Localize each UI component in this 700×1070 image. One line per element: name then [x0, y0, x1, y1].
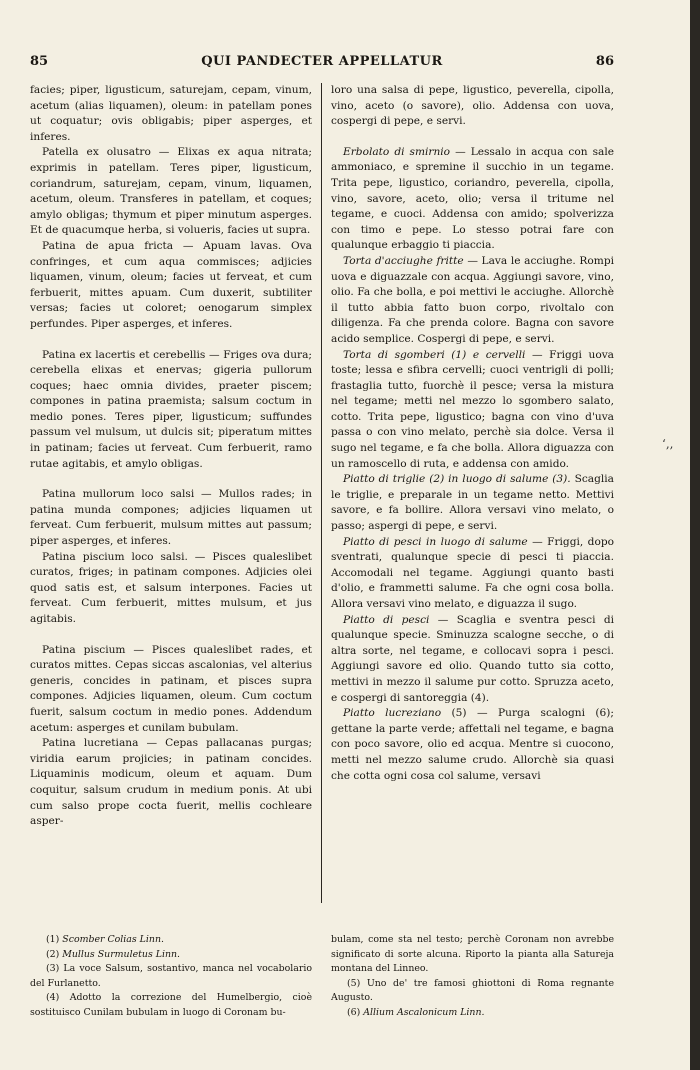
latin-paragraph: Patina ex lacertis et cerebellis — Friges ova dura; cerebella elixas et enervas; gigeria pullorum coques; haec omnia divides, praeter piscem; compones in patina praemista; salsum coctum in medio pones. Teres piper, ligusticum; suffundes passum vel mulsum, ut dulcis sit; piperatum mittes in patinam; facies ut ferveat. Cum ferbuerit, ramo rutae agitabis, et amylo obligas. — [30, 348, 312, 470]
recipe-title: Piatto di pesci — [343, 613, 430, 626]
recipe-text: — Scaglia e sventra pesci di qualunque specie. Sminuzza scalogne secche, o di altra sorte, nel tegame, e collocavi sopra i pesci. Aggiungi savore ed olio. Quando tutto sia cotto, mettivi in mezzo il salume pur cotto. Spruzza aceto, e cospergi di santoreggia (4). — [331, 613, 615, 704]
recipe-text: Scaglia le triglie, e preparale in un tegame netto. Mettivi savore, e fa bollire. Allora versavi vino melato, o passo; aspergi di pepe, e servi. — [331, 473, 614, 533]
footnote-text: Allium Ascalonicum Linn. — [363, 1006, 485, 1018]
footnotes-right — [331, 933, 614, 1021]
footnote-text: Scomber Colias Linn. — [62, 934, 164, 945]
italian-paragraph: loro una salsa di pepe, ligustico, peverella, cipolla, vino, aceto (o savore), olio. Addensa con uova, cospergi di pepe, e servi. — [331, 84, 614, 128]
italian-paragraph — [331, 472, 614, 534]
footnote: (5) Uno de' tre famosi ghiottoni di Roma regnante Augusto. — [331, 977, 614, 1004]
italian-paragraph — [331, 706, 614, 784]
italian-paragraph — [331, 348, 614, 473]
italian-paragraph — [331, 254, 614, 348]
recipe-title: Piatto di triglie (2) in luogo di salume (3). — [343, 473, 571, 486]
footnote — [30, 933, 312, 948]
recipe-title: Torta d'acciughe fritte — [343, 254, 464, 267]
footnote-number: (2) — [46, 948, 63, 960]
column-divider — [321, 83, 322, 903]
italian-paragraph — [331, 145, 614, 254]
footnote-number: (1) — [46, 934, 63, 945]
left-page-number: 85 — [30, 54, 49, 69]
pencil-margin-mark: ʻ,, — [662, 437, 674, 451]
running-header — [30, 54, 614, 76]
recipe-text: — Friggi uova toste; lessa e sfibra cervelli; cuoci ventrigli di polli; frastaglia tutto, fuorchè il pesce; versa la mistura nel tegame; metti nel mezzo lo sgombero salato, cotto. Trita pepe, ligustico; bagna con vino d'uva passa o con vino melato, perchè sia dolce. Versa il sugo nel tegame, e fa che bolla. Allora diguazza con un ramoscello di ruta, e addensa con amido. — [331, 348, 615, 470]
recipe-text: — Friggi, dopo sventrati, qualunque specie di pesci ti piaccia. Accomodali nel tegame. Aggiungi quanto basti d'olio, e frammetti salume. Fa che ogni cosa bolla. Allora versavi vino melato, e diguazza il sugo. — [331, 535, 614, 610]
recipe-title: Piatto di pesci in luogo di salume — [343, 535, 528, 548]
latin-paragraph: Patina mullorum loco salsi — Mullos rades; in patina munda compones; adjicies liquamen ut ferveat. Cum ferbuerit, mulsum mittes aut passum; piper asperges, et inferes. — [30, 488, 312, 548]
footnote: (3) La voce Salsum, sostantivo, manca nel vocabolario del Furlanetto. — [30, 963, 312, 989]
footnote — [331, 1006, 614, 1021]
recipe-title: Torta di sgomberi (1) e cervelli — [343, 348, 526, 361]
recipe-title: Piatto lucreziano — [343, 707, 442, 720]
latin-paragraph: Patina lucretiana — Cepas pallacanas purgas; viridia earum projicies; in patinam concides. Liquaminis modicum, oleum et aquam. Dum coquitur, salsum crudum in medium ponis. At ubi cum salso prope cocta fuerit, mellis cochleare asper- — [30, 737, 312, 828]
italian-column — [331, 83, 614, 784]
footnote: (4) Adotto la correzione del Humelbergio, cioè sostituisco Cunilam bubulam in luogo di Coronam bu- — [30, 992, 312, 1018]
recipe-title: Erbolato di smirnio — [343, 145, 451, 158]
recipe-text: — Lessalo in acqua con sale ammoniaco, e spremine il succhio in un tegame. Trita pepe, ligustico, coriandro, peverella, cipolla, vino, savore, aceto, olio; versa il tritume nel tegame, e cuoci. Addensa con amido; spolverizza con timo e pepe. Lo stesso potrai fare con qualunque erbaggio ti piaccia. — [331, 145, 614, 252]
footnote-number: (6) — [347, 1006, 364, 1018]
footnote-continued: bulam, come sta nel testo; perchè Coronam non avrebbe significato di sorte alcuna. Riporto la pianta alla Satureja montana del Linneo. — [331, 934, 614, 975]
latin-paragraph: Patina piscium — Pisces qualeslibet rades, et curatos mittes. Cepas siccas ascalonias, vel alterius generis, concides in patinam, et pisces supra compones. Adjicies liquamen, oleum. Cum coctum fuerit, salsum coctum in medio pones. Addendum acetum: asperges et cunilam bubulam. — [30, 643, 312, 734]
italian-paragraph — [331, 535, 614, 613]
recipe-text: — Lava le acciughe. Rompi uova e diguazzale con acqua. Aggiungi savore, vino, olio. Fa che bolla, e poi mettivi le acciughe. Allorchè il tutto abbia fatto buon corpo, rivoltalo con diligenza. Fa che prenda colore. Bagna con savore acido semplice. Cospergi di pepe, e servi. — [331, 254, 614, 345]
italian-paragraph — [331, 613, 614, 707]
page-edge-shadow — [690, 0, 700, 1070]
footnotes-left — [30, 933, 312, 1021]
latin-column — [30, 83, 312, 830]
footnote — [30, 948, 312, 963]
latin-paragraph: Patina piscium loco salsi. — Pisces qualeslibet curatos, friges; in patinam compones. Adjicies olei quod satis est, et salsum interpones. Facies ut ferveat. Cum ferbuerit, mittes mulsum, et jus agitabis. — [30, 550, 312, 625]
running-title: QUI PANDECTER APPELLATUR — [201, 54, 443, 69]
latin-paragraph: Patina de apua fricta — Apuam lavas. Ova confringes, et cum aqua commisces; adjicies liquamen, vinum, oleum; facies ut ferveat, et cum ferbuerit, mittes apuam. Cum duxerit, subtiliter versas; facies ut coloret; oenogarum simplex perfundes. Piper asperges, et inferes. — [30, 239, 312, 330]
latin-paragraph: facies; piper, ligusticum, saturejam, cepam, vinum, acetum (alias liquamen), oleum: in patellam pones ut coquatur; ovis obligabis; piper asperges, et inferes. — [30, 84, 312, 143]
recipe-text: (5) — Purga scalogni (6); gettane la parte verde; affettali nel tegame, e bagna con poco savore, olio ed acqua. Mentre si cuocono, metti nel mezzo salume crudo. Allorchè sia quasi che cotta ogni cosa col salume, versavi — [331, 707, 614, 782]
footnote-text: Mullus Surmuletus Linn. — [62, 948, 181, 960]
right-page-number: 86 — [595, 54, 614, 69]
latin-paragraph: Patella ex olusatro — Elixas ex aqua nitrata; exprimis in patellam. Teres piper, ligusticum, coriandrum, saturejam, cepam, vinum, liquamen, acetum, oleum. Transferes in patellam, et coques; amylo obligas; thymum et piper minutum asperges. Et de quacumque herba, si volueris, facies ut supra. — [30, 146, 312, 237]
